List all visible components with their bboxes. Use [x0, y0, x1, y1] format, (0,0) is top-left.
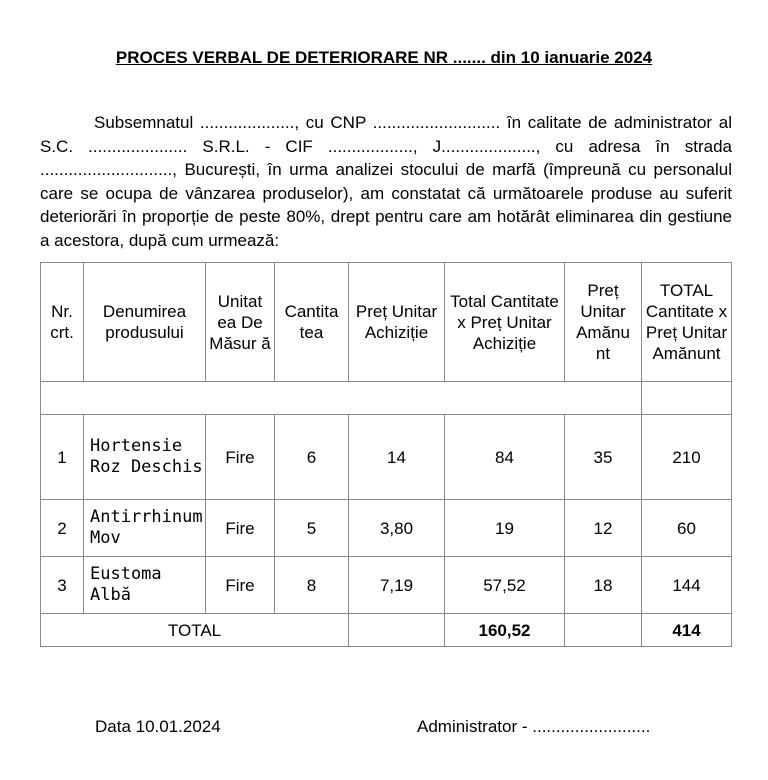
cell-qty: 8 — [275, 557, 349, 614]
header-retail: Preț Unitar Amănu nt — [565, 263, 642, 382]
table-total-row — [41, 614, 732, 647]
header-qty: Cantita tea — [275, 263, 349, 382]
table-header-row — [41, 263, 732, 382]
header-nr: Nr. crt. — [41, 263, 84, 382]
total-empty-cell — [565, 614, 642, 647]
declaration-paragraph — [40, 111, 732, 252]
header-price: Preț Unitar Achiziție — [349, 263, 445, 382]
cell-name: Hortensie Roz Deschis — [84, 415, 206, 500]
cell-price: 7,19 — [349, 557, 445, 614]
cell-qty: 6 — [275, 415, 349, 500]
document-title: PROCES VERBAL DE DETERIORARE NR ....... din 10 ianuarie 2024 — [115, 48, 653, 67]
declaration-text: Subsemnatul ...................., cu CNP ........................... în calitate de administrator al S.C. ..................... S.R.L. - CIF .................., J...................., cu adresa în strada ............................, București, în urma analizei stocului de marfă (împreună cu personalul care se ocupa de vânzarea produselor), am constatat că următoarele produse au suferit deteriorări în proporție de peste 80%, drept pentru care am hotărât eliminarea din gestiune a acestora, după cum urmează: — [40, 113, 732, 250]
cell-name: Eustoma Albă — [84, 557, 206, 614]
header-total: Total Cantitate x Preț Unitar Achiziție — [445, 263, 565, 382]
total-acquisition: 160,52 — [445, 614, 565, 647]
header-name: Denumirea produsului — [84, 263, 206, 382]
cell-retail: 18 — [565, 557, 642, 614]
header-unit: Unitat ea De Măsur ă — [206, 263, 275, 382]
cell-total: 84 — [445, 415, 565, 500]
cell-unit: Fire — [206, 557, 275, 614]
spacer-cell — [41, 382, 642, 415]
cell-total: 57,52 — [445, 557, 565, 614]
cell-price: 14 — [349, 415, 445, 500]
cell-price: 3,80 — [349, 500, 445, 557]
cell-unit: Fire — [206, 415, 275, 500]
cell-retail-total: 144 — [642, 557, 732, 614]
spacer-cell — [642, 382, 732, 415]
cell-retail: 35 — [565, 415, 642, 500]
products-table — [40, 262, 732, 647]
cell-total: 19 — [445, 500, 565, 557]
cell-name: Antirrhinum Mov — [84, 500, 206, 557]
header-retail-total: TOTAL Cantitate x Preț Unitar Amănunt — [642, 263, 732, 382]
table-row — [41, 500, 732, 557]
total-empty-cell — [349, 614, 445, 647]
table-row — [41, 415, 732, 500]
cell-qty: 5 — [275, 500, 349, 557]
total-retail: 414 — [642, 614, 732, 647]
cell-retail-total: 60 — [642, 500, 732, 557]
table-spacer-row — [41, 382, 732, 415]
cell-retail: 12 — [565, 500, 642, 557]
cell-unit: Fire — [206, 500, 275, 557]
cell-nr: 3 — [41, 557, 84, 614]
table-row — [41, 557, 732, 614]
total-label: TOTAL — [41, 614, 349, 647]
footer-date: Data 10.01.2024 — [95, 717, 221, 736]
cell-nr: 1 — [41, 415, 84, 500]
cell-retail-total: 210 — [642, 415, 732, 500]
cell-nr: 2 — [41, 500, 84, 557]
footer-administrator: Administrator - ......................... — [417, 717, 651, 736]
